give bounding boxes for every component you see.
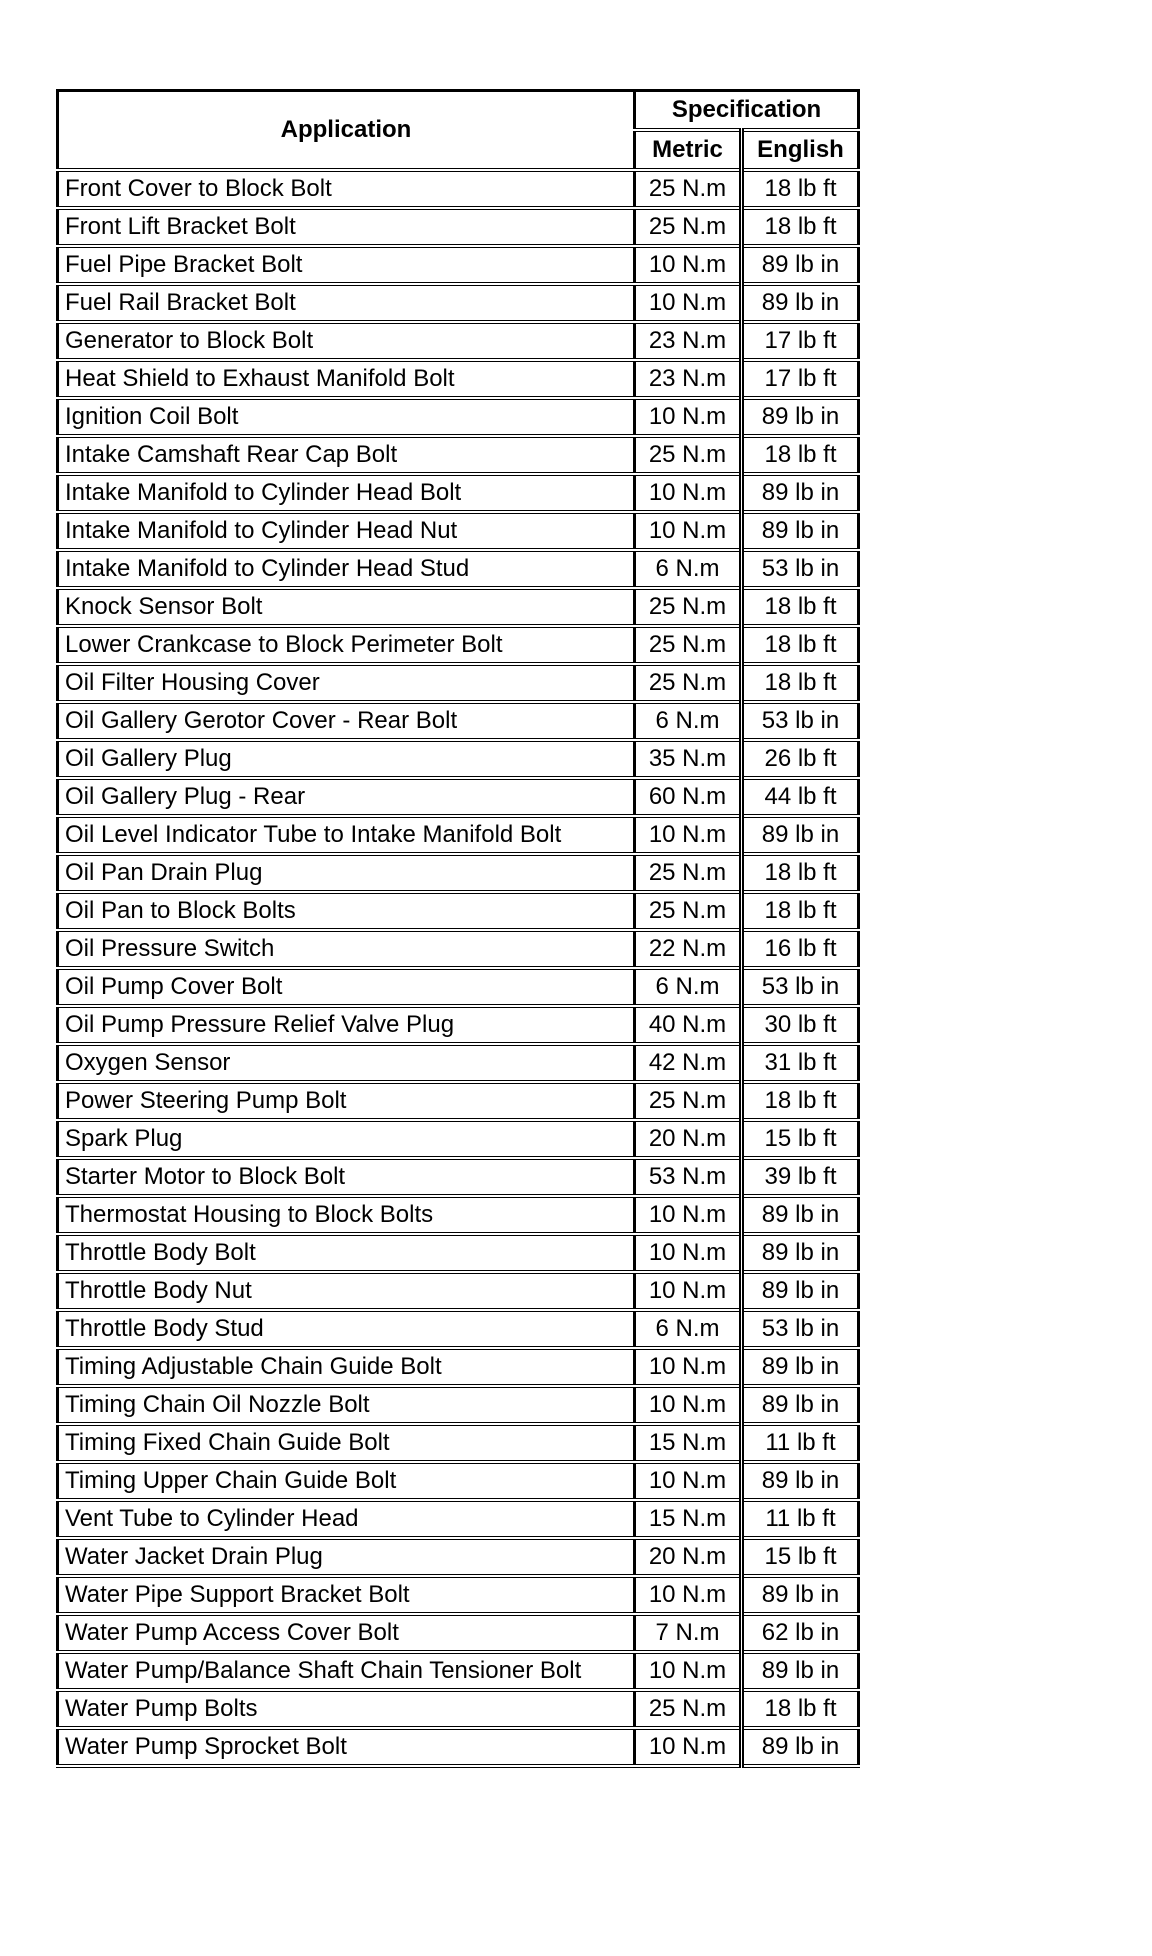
english-cell: 89 lb in: [742, 1196, 859, 1234]
english-cell: 89 lb in: [742, 246, 859, 284]
table-row: [58, 1272, 859, 1310]
table-row: [58, 360, 859, 398]
metric-cell: 25 N.m: [635, 1082, 742, 1120]
table-row: [58, 1006, 859, 1044]
application-cell: Starter Motor to Block Bolt: [58, 1158, 635, 1196]
application-cell: Front Lift Bracket Bolt: [58, 208, 635, 246]
table-row: [58, 968, 859, 1006]
table-row: [58, 1348, 859, 1386]
metric-cell: 25 N.m: [635, 892, 742, 930]
english-cell: 18 lb ft: [742, 626, 859, 664]
application-cell: Intake Camshaft Rear Cap Bolt: [58, 436, 635, 474]
table-row: [58, 284, 859, 322]
application-cell: Oil Pressure Switch: [58, 930, 635, 968]
metric-cell: 25 N.m: [635, 170, 742, 208]
english-cell: 30 lb ft: [742, 1006, 859, 1044]
english-cell: 53 lb in: [742, 550, 859, 588]
table-row: [58, 1690, 859, 1728]
metric-cell: 6 N.m: [635, 1310, 742, 1348]
application-column-header: Application: [58, 91, 635, 171]
application-cell: Timing Adjustable Chain Guide Bolt: [58, 1348, 635, 1386]
table-row: [58, 1120, 859, 1158]
english-cell: 89 lb in: [742, 1728, 859, 1766]
table-row: [58, 1728, 859, 1766]
application-cell: Timing Upper Chain Guide Bolt: [58, 1462, 635, 1500]
english-cell: 17 lb ft: [742, 322, 859, 360]
english-cell: 18 lb ft: [742, 170, 859, 208]
metric-cell: 7 N.m: [635, 1614, 742, 1652]
application-cell: Water Pipe Support Bracket Bolt: [58, 1576, 635, 1614]
english-cell: 89 lb in: [742, 284, 859, 322]
application-cell: Throttle Body Bolt: [58, 1234, 635, 1272]
application-cell: Oil Gallery Plug - Rear: [58, 778, 635, 816]
english-cell: 15 lb ft: [742, 1120, 859, 1158]
application-cell: Oil Pump Pressure Relief Valve Plug: [58, 1006, 635, 1044]
application-cell: Thermostat Housing to Block Bolts: [58, 1196, 635, 1234]
metric-cell: 10 N.m: [635, 1386, 742, 1424]
header-row-top: [58, 91, 859, 131]
application-cell: Throttle Body Nut: [58, 1272, 635, 1310]
metric-cell: 10 N.m: [635, 284, 742, 322]
application-cell: Fuel Rail Bracket Bolt: [58, 284, 635, 322]
table-row: [58, 740, 859, 778]
english-cell: 89 lb in: [742, 1272, 859, 1310]
table-row: [58, 778, 859, 816]
application-cell: Oil Filter Housing Cover: [58, 664, 635, 702]
application-cell: Heat Shield to Exhaust Manifold Bolt: [58, 360, 635, 398]
metric-cell: 15 N.m: [635, 1500, 742, 1538]
metric-cell: 10 N.m: [635, 474, 742, 512]
metric-cell: 35 N.m: [635, 740, 742, 778]
english-cell: 89 lb in: [742, 1462, 859, 1500]
application-cell: Timing Fixed Chain Guide Bolt: [58, 1424, 635, 1462]
application-cell: Oil Pan to Block Bolts: [58, 892, 635, 930]
english-cell: 18 lb ft: [742, 664, 859, 702]
english-cell: 53 lb in: [742, 702, 859, 740]
table-row: [58, 816, 859, 854]
application-cell: Timing Chain Oil Nozzle Bolt: [58, 1386, 635, 1424]
metric-cell: 25 N.m: [635, 1690, 742, 1728]
application-cell: Oil Level Indicator Tube to Intake Manifold Bolt: [58, 816, 635, 854]
english-cell: 11 lb ft: [742, 1500, 859, 1538]
metric-cell: 25 N.m: [635, 436, 742, 474]
application-cell: Spark Plug: [58, 1120, 635, 1158]
english-cell: 18 lb ft: [742, 588, 859, 626]
table-row: [58, 474, 859, 512]
table-body: [58, 170, 859, 1766]
metric-cell: 6 N.m: [635, 550, 742, 588]
english-cell: 31 lb ft: [742, 1044, 859, 1082]
english-cell: 89 lb in: [742, 1652, 859, 1690]
metric-cell: 25 N.m: [635, 854, 742, 892]
application-cell: Power Steering Pump Bolt: [58, 1082, 635, 1120]
english-cell: 89 lb in: [742, 474, 859, 512]
application-cell: Water Pump/Balance Shaft Chain Tensioner Bolt: [58, 1652, 635, 1690]
english-cell: 18 lb ft: [742, 436, 859, 474]
application-cell: Fuel Pipe Bracket Bolt: [58, 246, 635, 284]
metric-cell: 60 N.m: [635, 778, 742, 816]
metric-cell: 10 N.m: [635, 1728, 742, 1766]
table-row: [58, 1386, 859, 1424]
table-row: [58, 1196, 859, 1234]
english-cell: 39 lb ft: [742, 1158, 859, 1196]
table-row: [58, 1158, 859, 1196]
english-cell: 89 lb in: [742, 512, 859, 550]
english-cell: 18 lb ft: [742, 1082, 859, 1120]
table-row: [58, 1234, 859, 1272]
metric-cell: 10 N.m: [635, 1348, 742, 1386]
english-cell: 89 lb in: [742, 816, 859, 854]
english-cell: 11 lb ft: [742, 1424, 859, 1462]
application-cell: Vent Tube to Cylinder Head: [58, 1500, 635, 1538]
english-cell: 18 lb ft: [742, 208, 859, 246]
english-cell: 89 lb in: [742, 1576, 859, 1614]
metric-cell: 6 N.m: [635, 702, 742, 740]
table-row: [58, 1614, 859, 1652]
table-row: [58, 1044, 859, 1082]
metric-cell: 42 N.m: [635, 1044, 742, 1082]
table-header: [58, 91, 859, 171]
table-row: [58, 626, 859, 664]
metric-cell: 10 N.m: [635, 1234, 742, 1272]
english-cell: 44 lb ft: [742, 778, 859, 816]
application-cell: Intake Manifold to Cylinder Head Nut: [58, 512, 635, 550]
metric-cell: 15 N.m: [635, 1424, 742, 1462]
metric-cell: 10 N.m: [635, 1272, 742, 1310]
metric-column-header: Metric: [635, 130, 742, 170]
table-row: [58, 512, 859, 550]
english-cell: 16 lb ft: [742, 930, 859, 968]
table-row: [58, 588, 859, 626]
metric-cell: 22 N.m: [635, 930, 742, 968]
metric-cell: 40 N.m: [635, 1006, 742, 1044]
table-row: [58, 170, 859, 208]
metric-cell: 10 N.m: [635, 246, 742, 284]
application-cell: Oil Pan Drain Plug: [58, 854, 635, 892]
table-row: [58, 550, 859, 588]
metric-cell: 20 N.m: [635, 1538, 742, 1576]
english-cell: 15 lb ft: [742, 1538, 859, 1576]
table-row: [58, 1500, 859, 1538]
table-row: [58, 854, 859, 892]
table-row: [58, 892, 859, 930]
application-cell: Oil Gallery Gerotor Cover - Rear Bolt: [58, 702, 635, 740]
metric-cell: 10 N.m: [635, 1462, 742, 1500]
english-cell: 89 lb in: [742, 1386, 859, 1424]
table-row: [58, 436, 859, 474]
metric-cell: 10 N.m: [635, 816, 742, 854]
metric-cell: 20 N.m: [635, 1120, 742, 1158]
table-row: [58, 1310, 859, 1348]
table-row: [58, 930, 859, 968]
metric-cell: 25 N.m: [635, 664, 742, 702]
english-cell: 89 lb in: [742, 1348, 859, 1386]
metric-cell: 10 N.m: [635, 1196, 742, 1234]
application-cell: Lower Crankcase to Block Perimeter Bolt: [58, 626, 635, 664]
metric-cell: 25 N.m: [635, 208, 742, 246]
table-row: [58, 702, 859, 740]
metric-cell: 23 N.m: [635, 360, 742, 398]
table-row: [58, 664, 859, 702]
table-row: [58, 1538, 859, 1576]
application-cell: Water Pump Access Cover Bolt: [58, 1614, 635, 1652]
application-cell: Front Cover to Block Bolt: [58, 170, 635, 208]
english-column-header: English: [742, 130, 859, 170]
metric-cell: 10 N.m: [635, 512, 742, 550]
application-cell: Intake Manifold to Cylinder Head Stud: [58, 550, 635, 588]
english-cell: 89 lb in: [742, 1234, 859, 1272]
application-cell: Generator to Block Bolt: [58, 322, 635, 360]
application-cell: Oil Pump Cover Bolt: [58, 968, 635, 1006]
english-cell: 62 lb in: [742, 1614, 859, 1652]
table-row: [58, 1462, 859, 1500]
application-cell: Oil Gallery Plug: [58, 740, 635, 778]
english-cell: 53 lb in: [742, 968, 859, 1006]
metric-cell: 10 N.m: [635, 1576, 742, 1614]
application-cell: Water Pump Bolts: [58, 1690, 635, 1728]
application-cell: Oxygen Sensor: [58, 1044, 635, 1082]
english-cell: 89 lb in: [742, 398, 859, 436]
english-cell: 18 lb ft: [742, 854, 859, 892]
table-row: [58, 246, 859, 284]
application-cell: Ignition Coil Bolt: [58, 398, 635, 436]
torque-specification-table: [56, 89, 860, 1768]
application-cell: Throttle Body Stud: [58, 1310, 635, 1348]
table-row: [58, 208, 859, 246]
english-cell: 17 lb ft: [742, 360, 859, 398]
english-cell: 18 lb ft: [742, 1690, 859, 1728]
application-cell: Knock Sensor Bolt: [58, 588, 635, 626]
english-cell: 26 lb ft: [742, 740, 859, 778]
metric-cell: 6 N.m: [635, 968, 742, 1006]
application-cell: Intake Manifold to Cylinder Head Bolt: [58, 474, 635, 512]
metric-cell: 25 N.m: [635, 588, 742, 626]
table-row: [58, 322, 859, 360]
application-cell: Water Pump Sprocket Bolt: [58, 1728, 635, 1766]
metric-cell: 25 N.m: [635, 626, 742, 664]
table-row: [58, 1082, 859, 1120]
table-row: [58, 398, 859, 436]
english-cell: 53 lb in: [742, 1310, 859, 1348]
application-cell: Water Jacket Drain Plug: [58, 1538, 635, 1576]
specification-column-header: Specification: [635, 91, 859, 131]
metric-cell: 10 N.m: [635, 398, 742, 436]
english-cell: 18 lb ft: [742, 892, 859, 930]
table-row: [58, 1424, 859, 1462]
metric-cell: 53 N.m: [635, 1158, 742, 1196]
table-row: [58, 1576, 859, 1614]
table-row: [58, 1652, 859, 1690]
metric-cell: 23 N.m: [635, 322, 742, 360]
metric-cell: 10 N.m: [635, 1652, 742, 1690]
